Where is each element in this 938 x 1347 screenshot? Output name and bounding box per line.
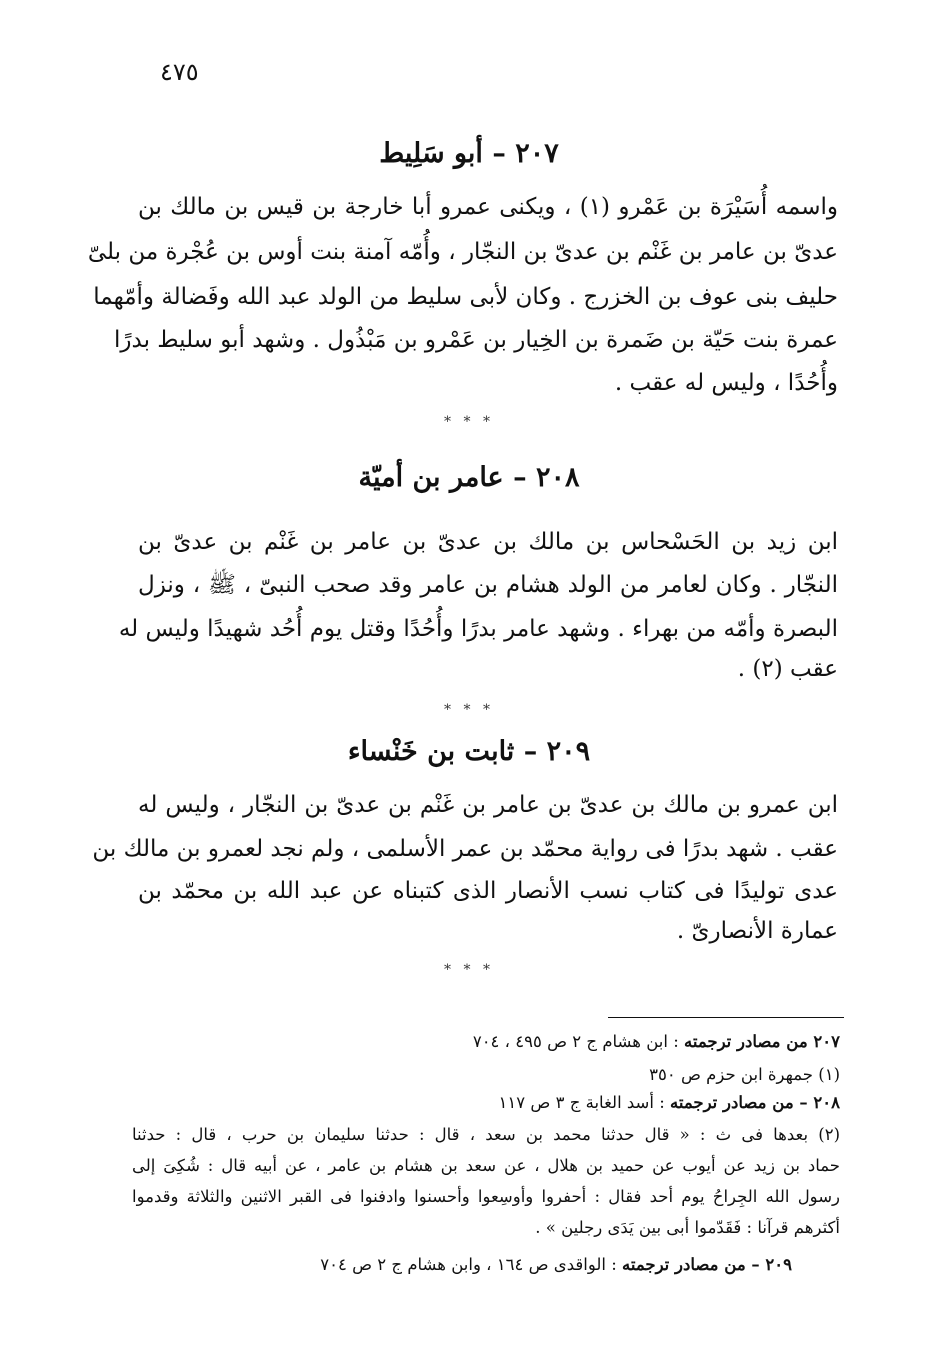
footnote-text: أكثرهم قرآنا : فَقَدّموا أبى بين يَدَى رجلين » . xyxy=(535,1218,840,1237)
entry-207-line-1: واسمه أُسَيْرَة بن عَمْرو (١) ، ويكنى عمرو أبا خارجة بن قيس بن مالك بن xyxy=(138,194,838,220)
footnote-line-6 xyxy=(132,1185,840,1209)
entry-209-line-4: عمارة الأنصارىّ . xyxy=(676,918,838,944)
entry-207-line-2: عدىّ بن عامر بن غَنْم بن عدىّ بن النجّار ، وأُمّه آمنة بنت أوس بن عُجْرة من بلىّ xyxy=(87,239,838,265)
footnote-line-8 xyxy=(132,1253,840,1277)
footnote-line-7 xyxy=(132,1216,840,1240)
entry-207-line-3: حليف بنى عوف بن الخزرج . وكان لأبى سليط من الولد عبد الله وفَضالة وأمّهما xyxy=(93,284,838,310)
entry-208-line-4: عقب (٢) . xyxy=(737,656,838,682)
section-separator: * * * xyxy=(444,962,494,978)
entry-208-line-1: ابن زيد بن الحَسْحاس بن مالك بن عدىّ بن عامر بن غَنْم بن عدىّ بن xyxy=(138,529,838,555)
footnote-line-2 xyxy=(132,1063,840,1087)
footnote-text: : أسد الغابة ج ٣ ص ١١٧ xyxy=(498,1093,671,1112)
entry-209-line-3: عدى توليدًا فى كتاب نسب الأنصار الذى كتبناه عن عبد الله بن محمّد بن xyxy=(138,878,838,904)
footnote-text: : الواقدى ص ١٦٤ ، وابن هشام ج ٢ ص ٧٠٤ xyxy=(320,1255,623,1274)
footnote-line-4 xyxy=(132,1123,840,1147)
entry-title-209: ٢٠٩ – ثابت بن خَنْساء xyxy=(347,736,591,767)
page-number: ٤٧٥ xyxy=(160,58,199,86)
footnote-text: (١) جمهرة ابن حزم ص ٣٥٠ xyxy=(649,1065,840,1084)
footnote-line-5 xyxy=(132,1154,840,1178)
entry-207-line-4: عمرة بنت حَيّة بن ضَمرة بن الخِيار بن عَمْرو بن مَبْذُول . وشهد أبو سليط بدرًا xyxy=(114,327,838,353)
entry-title-207: ٢٠٧ – أبو سَلِيط xyxy=(379,138,559,169)
entry-208-line-3: البصرة وأمّه من بهراء . وشهد عامر بدرًا وأُحُدًا وقتل يوم أُحُد شهيدًا وليس له xyxy=(118,616,838,642)
section-separator: * * * xyxy=(444,414,494,430)
entry-208-line-2: النجّار . وكان لعامر من الولد هشام بن عامر وقد صحب النبىّ ، ﷺ ، ونزل xyxy=(138,572,838,598)
footnote-label: ٢٠٩ – من مصادر ترجمته xyxy=(622,1255,792,1274)
footnote-text: حماد بن زيد عن أيوب عن حميد بن هلال ، عن سعد بن هشام بن عامر ، عن أبيه قال : شُكِىَ إلى xyxy=(132,1156,840,1175)
entry-title-208: ٢٠٨ – عامر بن أميّة xyxy=(358,462,580,493)
footnote-rule xyxy=(608,1017,844,1018)
footnote-line-1 xyxy=(132,1030,840,1054)
footnote-line-3 xyxy=(132,1091,840,1115)
entry-209-line-1: ابن عمرو بن مالك بن عدىّ بن عامر بن غَنْم بن عدىّ بن النجّار ، وليس له xyxy=(138,792,838,818)
section-separator: * * * xyxy=(444,702,494,718)
footnote-text: (٢) بعدها فى ث : « قال حدثنا محمد بن سعد ، قال : حدثنا سليمان بن حرب ، قال : حدثنا xyxy=(132,1125,840,1144)
footnote-text: : ابن هشام ج ٢ ص ٤٩٥ ، ٧٠٤ xyxy=(472,1032,685,1051)
footnote-label: ٢٠٧ من مصادر ترجمته xyxy=(684,1032,840,1051)
entry-207-line-5: وأُحُدًا ، وليس له عقب . xyxy=(614,370,838,396)
entry-209-line-2: عقب . شهد بدرًا فى رواية محمّد بن عمر الأسلمى ، ولم نجد لعمرو بن مالك بن xyxy=(92,836,838,862)
footnote-label: ٢٠٨ – من مصادر ترجمته xyxy=(670,1093,840,1112)
footnote-text: رسول الله الجِراحُ يوم أحد فقال : أحفروا وأوسِعوا وأحسنوا وادفنوا فى القبر الاثنين والثلاثة وقدموا xyxy=(132,1187,840,1206)
